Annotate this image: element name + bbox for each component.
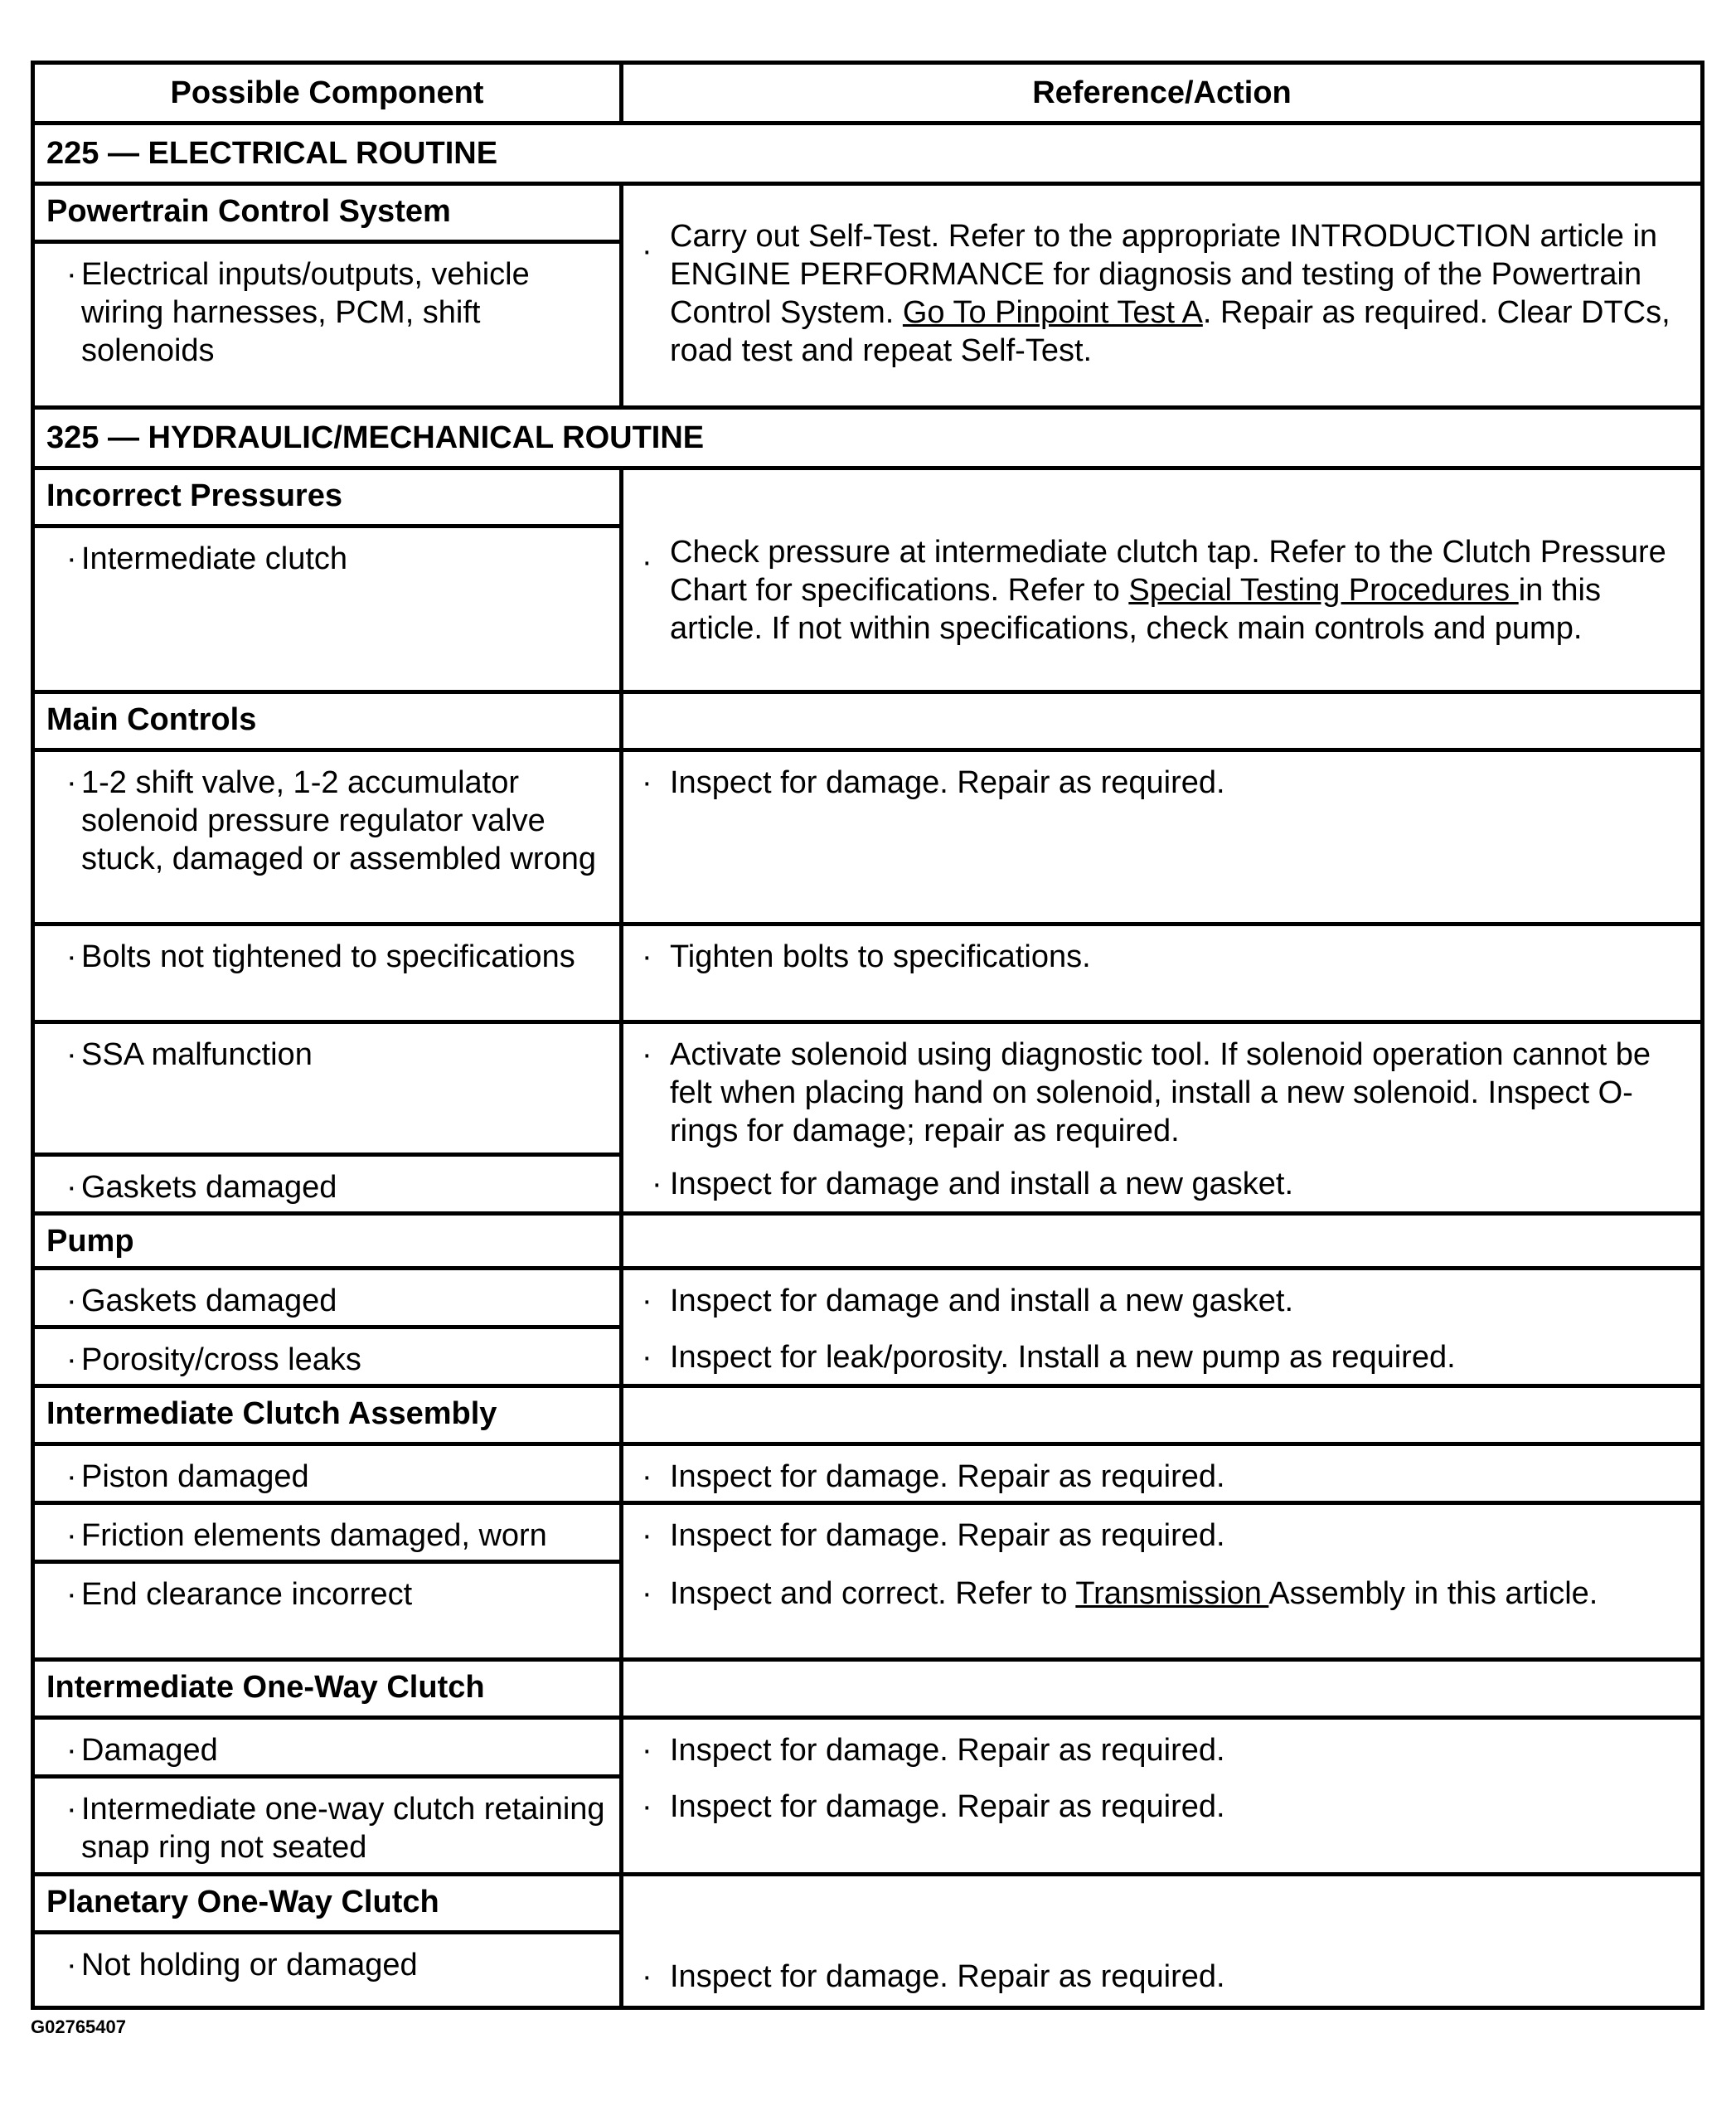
component-text: Bolts not tightened to specifications: [81, 939, 575, 974]
table-row: [33, 1444, 1703, 1503]
table-row: [33, 1718, 1703, 1777]
bullet-icon: ·: [66, 1733, 77, 1768]
empty-cell: [622, 1660, 1703, 1718]
component-text: End clearance incorrect: [81, 1577, 413, 1612]
component-item: [33, 1718, 622, 1777]
transmission-link[interactable]: Transmission: [1075, 1576, 1269, 1611]
section-title-225: 225 — ELECTRICAL ROUTINE: [33, 124, 1703, 184]
component-text: 1-2 shift valve, 1-2 accumulator solenoid pressure regulator valve stuck, damaged or assembled wrong: [81, 765, 596, 876]
bullet-icon: ·: [66, 1577, 77, 1612]
category-title: Powertrain Control System: [33, 184, 622, 242]
bullet-icon: ·: [652, 1167, 662, 1201]
bullet-icon: ·: [66, 1948, 77, 1982]
table-row: [33, 692, 1703, 750]
category-title: Planetary One-Way Clutch: [33, 1875, 622, 1933]
bullet-icon: ·: [66, 257, 77, 292]
component-text: SSA malfunction: [81, 1037, 313, 1072]
empty-cell: [622, 692, 1703, 750]
bullet-icon: ·: [642, 1340, 652, 1375]
bullet-icon: ·: [642, 765, 652, 800]
action-text: Inspect and correct. Refer to: [670, 1576, 1076, 1611]
action-text: Activate solenoid using diagnostic tool. If solenoid operation cannot be felt when placing hand on solenoid, install a new solenoid. Inspect O-rings for damage; repair as required.: [670, 1037, 1651, 1148]
component-text: Damaged: [81, 1733, 218, 1768]
action-text: Tighten bolts to specifications.: [670, 939, 1091, 974]
component-item: [33, 750, 622, 924]
component-item: [33, 1327, 622, 1386]
action-text: Inspect for leak/porosity. Install a new pump as required.: [670, 1340, 1456, 1375]
bullet-icon: ·: [642, 1459, 652, 1494]
action-text: in this article. If not within specifications, check main controls and pump.: [670, 572, 1601, 646]
table-row: [33, 1022, 1703, 1155]
bullet-icon: ·: [66, 1518, 77, 1553]
table-row: [33, 1503, 1703, 1562]
diagnosis-table: [31, 61, 1704, 2010]
action-cell: [622, 1269, 1703, 1386]
bullet-icon: ·: [66, 765, 77, 800]
bullet-icon: ·: [642, 234, 652, 269]
bullet-icon: ·: [642, 545, 652, 580]
component-item: [33, 1777, 622, 1875]
table-header-row: [33, 63, 1703, 124]
action-text: Inspect for damage. Repair as required.: [670, 1789, 1225, 1824]
table-row: [33, 184, 1703, 242]
bullet-icon: ·: [642, 939, 652, 974]
action-text: Inspect for damage. Repair as required.: [670, 1518, 1225, 1553]
bullet-icon: ·: [66, 541, 77, 576]
action-text: Inspect for damage. Repair as required.: [670, 1959, 1225, 1994]
column-header-action: Reference/Action: [622, 63, 1703, 124]
component-item: [33, 1155, 622, 1214]
component-text: Porosity/cross leaks: [81, 1342, 361, 1377]
component-item: [33, 1022, 622, 1155]
table-row: [33, 1875, 1703, 1933]
empty-cell: [622, 1386, 1703, 1444]
action-text: Carry out Self-Test. Refer to the appropriate INTRODUCTION article in ENGINE PERFORMANCE for diagnosis and testing of the Powertrain Control System.: [670, 218, 1658, 330]
bullet-icon: ·: [642, 1284, 652, 1318]
component-text: Piston damaged: [81, 1459, 309, 1494]
component-item: [33, 1503, 622, 1562]
bullet-icon: ·: [66, 939, 77, 974]
action-text: Inspect for damage and install a new gasket.: [670, 1167, 1294, 1201]
table-row: [33, 924, 1703, 1022]
action-cell: [622, 1444, 1703, 1503]
bullet-icon: ·: [66, 1284, 77, 1318]
bullet-icon: ·: [642, 1789, 652, 1824]
table-row: [33, 750, 1703, 924]
component-item: [33, 924, 622, 1022]
action-text: Inspect for damage. Repair as required.: [670, 1459, 1225, 1494]
action-cell: [622, 184, 1703, 408]
bullet-icon: ·: [66, 1459, 77, 1494]
section-title-325: 325 — HYDRAULIC/MECHANICAL ROUTINE: [33, 408, 1703, 468]
section-header-325: [33, 408, 1703, 468]
action-cell: [622, 750, 1703, 924]
component-text: Gaskets damaged: [81, 1284, 337, 1318]
category-title: Incorrect Pressures: [33, 468, 622, 527]
action-cell: [622, 1503, 1703, 1660]
table-row: [33, 1214, 1703, 1269]
table-row: [33, 1269, 1703, 1327]
action-cell: [622, 468, 1703, 692]
action-text: Inspect for damage. Repair as required.: [670, 1733, 1225, 1768]
section-header-225: [33, 124, 1703, 184]
bullet-icon: ·: [642, 1037, 652, 1072]
component-item: [33, 527, 622, 692]
bullet-icon: ·: [642, 1959, 652, 1994]
category-title: Main Controls: [33, 692, 622, 750]
component-item: [33, 1562, 622, 1660]
component-item: [33, 1933, 622, 2008]
action-cell: [622, 1875, 1703, 2008]
component-item: [33, 1269, 622, 1327]
bullet-icon: ·: [66, 1037, 77, 1072]
special-testing-link[interactable]: Special Testing Procedures: [1128, 572, 1519, 608]
component-text: Gaskets damaged: [81, 1170, 337, 1205]
empty-cell: [622, 1214, 1703, 1269]
bullet-icon: ·: [66, 1170, 77, 1205]
column-header-component: Possible Component: [33, 63, 622, 124]
category-title: Intermediate One-Way Clutch: [33, 1660, 622, 1718]
component-text: Intermediate one-way clutch retaining snap ring not seated: [81, 1792, 605, 1865]
table-row: [33, 468, 1703, 527]
table-row: [33, 1660, 1703, 1718]
action-text: . Repair as required. Clear DTCs, road test and repeat Self-Test.: [670, 294, 1671, 368]
table-row: [33, 1386, 1703, 1444]
component-text: Not holding or damaged: [81, 1948, 418, 1982]
action-text: Check pressure at intermediate clutch tap. Refer to the Clutch Pressure Chart for specifications. Refer to: [670, 534, 1666, 608]
category-title: Pump: [33, 1214, 622, 1269]
pinpoint-test-link[interactable]: Go To Pinpoint Test A: [902, 294, 1203, 330]
bullet-icon: ·: [642, 1576, 652, 1611]
action-cell: [622, 1718, 1703, 1875]
action-text: Assembly in this article.: [1268, 1576, 1598, 1611]
component-text: Intermediate clutch: [81, 541, 348, 576]
bullet-icon: ·: [642, 1733, 652, 1768]
component-item: [33, 242, 622, 408]
action-cell: [622, 1022, 1703, 1214]
figure-id: G02765407: [31, 2016, 126, 2037]
component-item: [33, 1444, 622, 1503]
component-text: Electrical inputs/outputs, vehicle wiring harnesses, PCM, shift solenoids: [81, 257, 530, 368]
bullet-icon: ·: [642, 1518, 652, 1553]
component-text: Friction elements damaged, worn: [81, 1518, 547, 1553]
action-text: Inspect for damage and install a new gasket.: [670, 1284, 1294, 1318]
action-text: Inspect for damage. Repair as required.: [670, 765, 1225, 800]
category-title: Intermediate Clutch Assembly: [33, 1386, 622, 1444]
bullet-icon: ·: [66, 1792, 77, 1827]
bullet-icon: ·: [66, 1342, 77, 1377]
action-cell: [622, 924, 1703, 1022]
